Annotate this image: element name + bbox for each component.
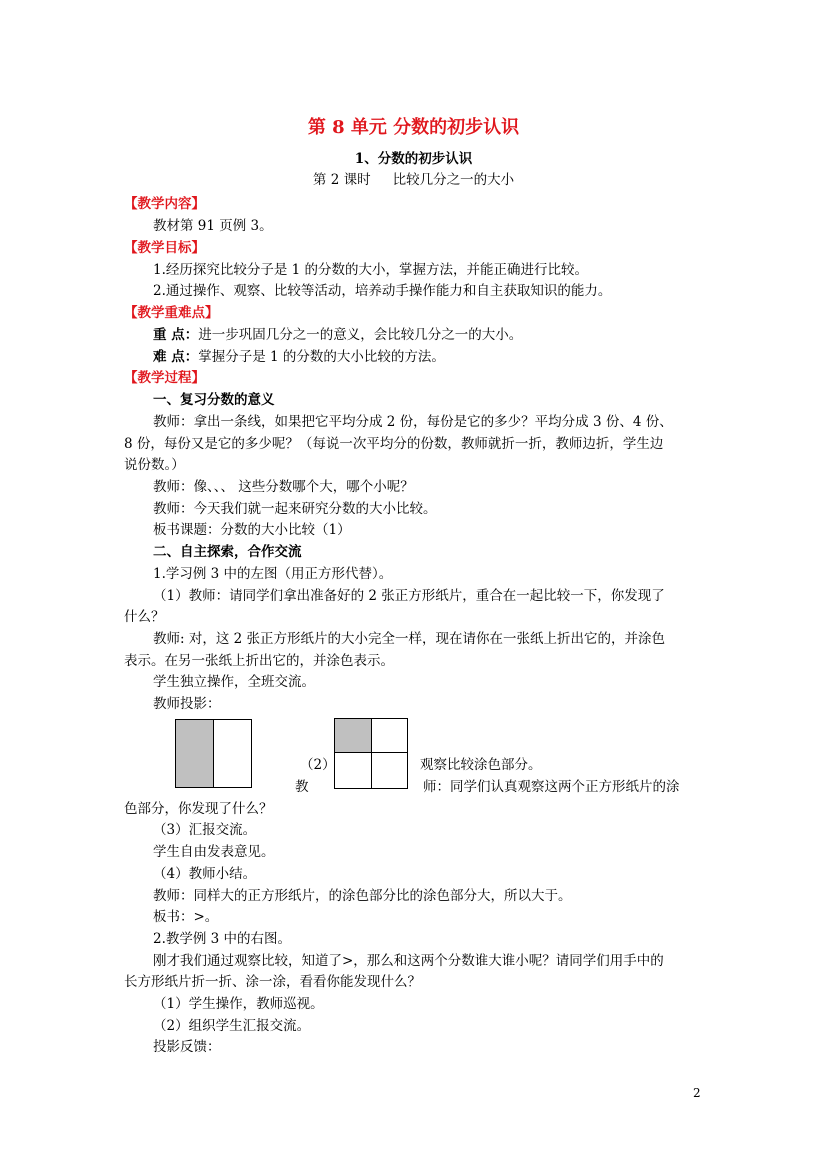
text-line: 色部分，你发现了什么？ (124, 801, 273, 817)
section-heading-objectives: 【教学目标】 (124, 240, 205, 256)
text-line: 教师：拿出一条线，如果把它平均分成 2 份，每份是它的多少？平均分成 3 份、4 份、 (153, 414, 673, 430)
text-line: 长方形纸片折一折、涂一涂，看看你能发现什么？ (124, 974, 421, 990)
text-line: 2.教学例 3 中的右图。 (153, 931, 292, 947)
text-line: （3）汇报交流。 (153, 822, 257, 838)
key-point-text: 进一步巩固几分之一的意义，会比较几分之一的大小。 (198, 327, 523, 343)
figure-text: 师：同学们认真观察这两个正方形纸片的涂 (423, 779, 680, 795)
divider-line (334, 752, 408, 753)
objective-2: 2.通过操作、观察、比较等活动，培养动手操作能力和自主获取知识的能力。 (153, 283, 612, 299)
key-point-label: 重 点： (153, 327, 199, 343)
text-line: 1.学习例 3 中的左图（用正方形代替）。 (153, 566, 393, 582)
section-heading-key-points: 【教学重难点】 (124, 305, 219, 321)
difficult-point (153, 345, 445, 365)
text-line: 教师：像、、、 这些分数哪个大，哪个小呢？ (153, 479, 414, 495)
text-line: 教师：今天我们就一起来研究分数的大小比较。 (153, 501, 437, 517)
subsection-2: 二、自主探索，合作交流 (153, 544, 302, 560)
text-line: 投影反馈： (153, 1039, 221, 1055)
text-line: 刚才我们通过观察比较，知道了>，那么和这两个分数谁大谁小呢？请同学们用手中的 (153, 953, 664, 969)
lesson-title: 1、分数的初步认识 (354, 151, 473, 167)
text-line: 说份数。） (124, 457, 185, 473)
divider-line (371, 718, 372, 789)
difficult-point-text: 掌握分子是 1 的分数的大小比较的方法。 (198, 349, 445, 365)
page-title: 第 8 单元 分数的初步认识 (307, 117, 520, 138)
figure-text: （2） (300, 757, 336, 773)
difficult-point-label: 难 点： (153, 349, 199, 365)
text-line: （1）学生操作，教师巡视。 (153, 996, 324, 1012)
text-line: 什么？ (124, 609, 165, 625)
text-line: 板书：>。 (153, 909, 219, 925)
text-line: 表示。在另一张纸上折出它的，并涂色表示。 (124, 653, 394, 669)
text-line: （1）教师：请同学们拿出准备好的 2 张正方形纸片，重合在一起比较一下，你发现了 (153, 588, 665, 604)
text-line: （2）组织学生汇报交流。 (153, 1018, 311, 1034)
text-line: 8 份，每份又是它的多少呢？（每说一次平均分的份数，教师就折一折，教师边折，学生边 (124, 436, 664, 452)
text-line: 教师: 对，这 2 张正方形纸片的大小完全一样，现在请你在一张纸上折出它的，并涂色 (153, 631, 666, 647)
figure-text: 观察比较涂色部分。 (420, 757, 542, 773)
key-point (153, 323, 522, 343)
text-line: 板书课题：分数的大小比较（1） (153, 522, 351, 538)
period-label: 第 2 课时 (312, 172, 371, 188)
section-heading-process: 【教学过程】 (124, 370, 205, 386)
text-line: 教师投影： (153, 696, 221, 712)
objective-1: 1.经历探究比较分子是 1 的分数的大小，掌握方法，并能正确进行比较。 (153, 262, 589, 278)
divider-line (213, 719, 214, 788)
text-line: 教师：同样大的正方形纸片，的涂色部分比的涂色部分大，所以大于。 (153, 888, 572, 904)
figure-text: 教 (295, 779, 309, 795)
text-line: 学生自由发表意见。 (153, 844, 275, 860)
content-text: 教材第 91 页例 3。 (153, 218, 273, 234)
period-line (0, 168, 827, 188)
section-heading-content: 【教学内容】 (124, 196, 205, 212)
period-topic: 比较几分之一的大小 (392, 172, 515, 188)
text-line: 学生独立操作，全班交流。 (153, 674, 315, 690)
text-line: （4）教师小结。 (153, 866, 257, 882)
page-number: 2 (693, 1086, 701, 1100)
subsection-1: 一、复习分数的意义 (153, 392, 275, 408)
